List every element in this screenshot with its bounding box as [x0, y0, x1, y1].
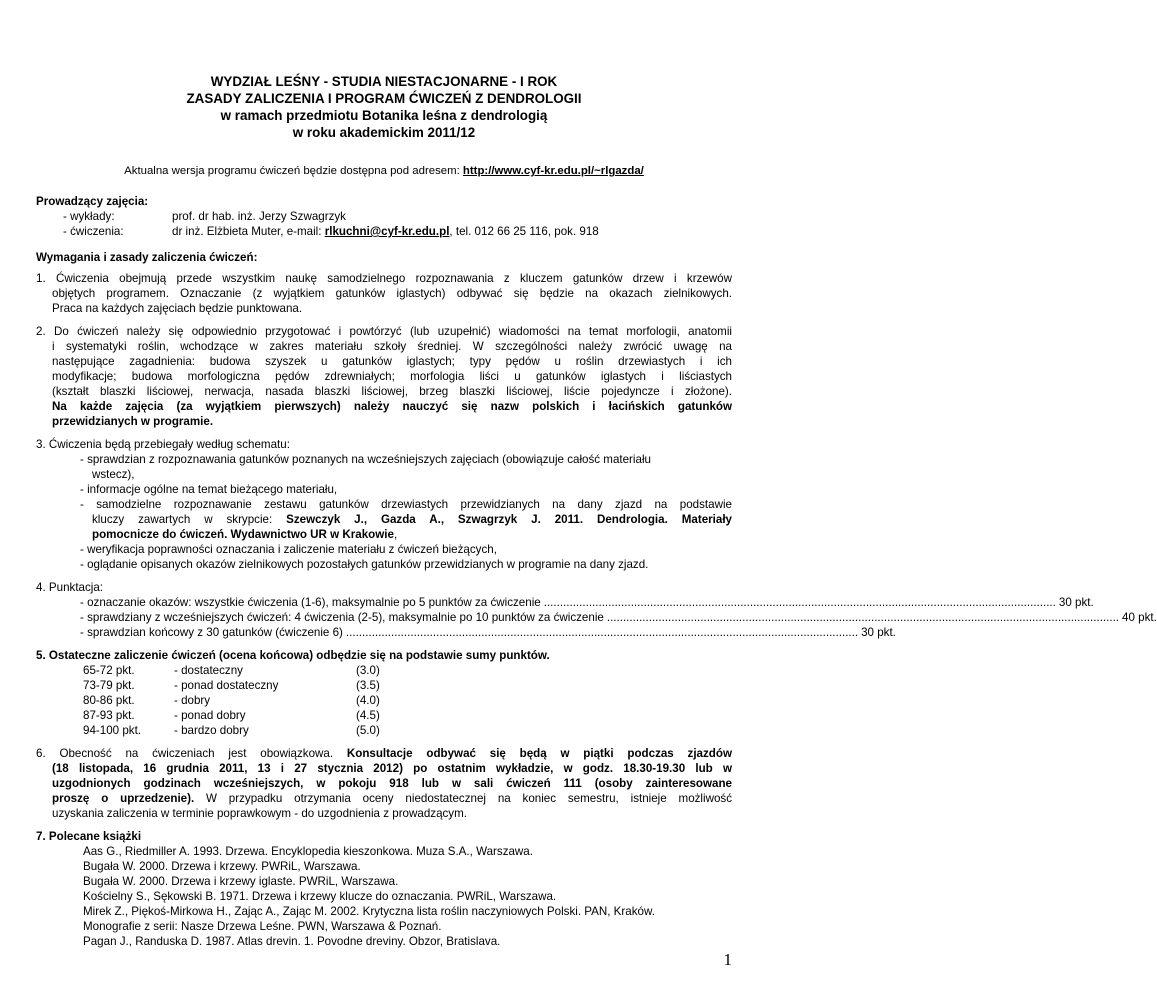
title-line-1: WYDZIAŁ LEŚNY - STUDIA NIESTACJONARNE - I ROK [210, 74, 558, 89]
attendance-text: 6. Obecność na ćwiczeniach jest obowiązkowa. [36, 747, 347, 760]
points-row-3 [80, 625, 896, 640]
points-row-1-pts: 30 pkt. [1058, 596, 1094, 609]
book-item: Pagan J., Randuska D. 1987. Atlas drevin. 1. Povodne dreviny. Obzor, Bratislava. [83, 935, 501, 948]
req6-line-3: uzgodnionych godzinach wcześniejszych, w pokoju 918 lub w sali ćwiczeń 111 (osoby zainteresowane [52, 777, 732, 790]
consultations-text: Konsultacje odbywać się będą w piątki podczas zjazdów [346, 747, 732, 760]
page-number: 1 [723, 950, 732, 969]
grading-heading: 5. Ostateczne zaliczenie ćwiczeń (ocena końcowa) odbędzie się na podstawie sumy punktów. [36, 649, 550, 662]
grade-label: - dobry [174, 694, 211, 707]
lectures-value: prof. dr hab. inż. Jerzy Szwagrzyk [172, 210, 346, 223]
grade-label: - ponad dobry [174, 709, 246, 722]
req6-line-4 [52, 791, 732, 806]
req2-line-2: i systematyki roślin, wchodzące w zakres materiału szkoły średniej. W szczególności należy zwrócić uwagę na [52, 340, 732, 353]
book-item: Aas G., Riedmiller A. 1993. Drzewa. Encyklopedia kieszonkowa. Muza S.A., Warszawa. [83, 845, 533, 858]
requirements-heading: Wymagania i zasady zaliczenia ćwiczeń: [36, 251, 258, 264]
book-item: Bugała W. 2000. Drzewa i krzewy. PWRiL, Warszawa. [83, 860, 361, 873]
email-link[interactable]: rlkuchni@cyf-kr.edu.pl [324, 225, 450, 238]
script-intro: kluczy zawartych w skrypcie: [92, 513, 287, 526]
retake-text: W przypadku otrzymania oceny niedostatecznej na koniec semestru, istnieje możliwość [194, 792, 732, 805]
book-item: Monografie z serii: Nasze Drzewa Leśne. PWN, Warszawa & Poznań. [83, 920, 442, 933]
grade-label: - dostateczny [174, 664, 243, 677]
req3-line-2: - sprawdzian z rozpoznawania gatunków poznanych na wcześniejszych zajęciach (obowiązuje całość materiału [80, 453, 651, 466]
points-row-2 [80, 610, 1157, 625]
points-row-3-pts: 30 pkt. [861, 626, 896, 639]
req3-line-7 [92, 527, 732, 542]
grade-label: - ponad dostateczny [174, 679, 279, 692]
grade-label: - bardzo dobry [174, 724, 249, 737]
title-line-3: w ramach przedmiotu Botanika leśna z dendrologią [220, 108, 548, 123]
req2-line-6: Na każde zajęcia (za wyjątkiem pierwszych) należy nauczyć się nazw polskich i łacińskich gatunków [52, 400, 732, 413]
grade-value: (4.5) [356, 709, 380, 722]
exercises-contact: , tel. 012 66 25 116, pok. 918 [449, 225, 599, 238]
req1-line-1: 1. Ćwiczenia obejmują przede wszystkim naukę samodzielnego rozpoznawania z kluczem gatunków drzew i krzewów [36, 272, 732, 285]
req2-line-1: 2. Do ćwiczeń należy się odpowiednio przygotować i powtórzyć (lub uzupełnić) wiadomości na temat morfologii, anatomii [36, 325, 732, 338]
req4-heading: 4. Punktacja: [36, 581, 104, 594]
title-line-2: ZASADY ZALICZENIA I PROGRAM ĆWICZEŃ Z DENDROLOGII [186, 91, 582, 106]
staff-heading: Prowadzący zajęcia: [36, 195, 149, 208]
req3-line-9: - oglądanie opisanych okazów zielnikowych pozostałych gatunków przewidzianych w programie na dany zjazd. [80, 558, 649, 571]
points-row-2-pts: 40 pkt. [1122, 611, 1157, 624]
points-row-2-text: - sprawdziany z wcześniejszych ćwiczeń: 4 ćwiczenia (2-5), maksymalnie po 10 punktów za ćwiczenie [80, 611, 604, 624]
script-citation-comma: , [393, 528, 398, 541]
req2-line-7: przewidzianych w programie. [52, 415, 214, 428]
req2-line-5: (kształt blaszki liściowej, nerwacja, nasada blaszki liściowej, brzeg blaszki liściowej, liście pojedyncze i złożone). [52, 385, 732, 398]
req6-line-2: (18 listopada, 16 grudnia 2011, 13 i 27 stycznia 2012) po ostatnim wykładzie, w godz. 18.30-19.30 lub w [52, 762, 732, 775]
title-line-4: w roku akademickim 2011/12 [292, 125, 476, 140]
exercises-value: dr inż. Elżbieta Muter, e-mail: [172, 225, 325, 238]
req2-line-3: następujące zagadnienia: budowa szyszek u gatunków iglastych; typy pędów u roślin drzewiastych i ich [52, 355, 732, 368]
script-citation-cont: pomocnicze do ćwiczeń. Wydawnictwo UR w Krakowie [92, 528, 394, 541]
req3-line-4: - informacje ogólne na temat bieżącego materiału, [80, 483, 338, 496]
req1-line-2: objętych programem. Oznaczanie (z wyjątkiem gatunków iglastych) odbywać się będzie na okazach zielnikowych. [52, 287, 732, 300]
grade-value: (3.5) [356, 679, 380, 692]
grade-range: 87-93 pkt. [83, 709, 135, 722]
program-url-link[interactable]: http://www.cyf-kr.edu.pl/~rlgazda/ [462, 165, 644, 177]
book-item: Bugała W. 2000. Drzewa i krzewy iglaste. PWRiL, Warszawa. [83, 875, 399, 888]
grade-value: (5.0) [356, 724, 380, 737]
script-citation: Szewczyk J., Gazda A., Szwagrzyk J. 2011. Dendrologia. Materiały [286, 513, 732, 526]
points-row-1 [80, 595, 1094, 610]
grade-range: 65-72 pkt. [83, 664, 135, 677]
grade-value: (3.0) [356, 664, 380, 677]
req3-line-6 [92, 512, 732, 527]
intro-text: Aktualna wersja programu ćwiczeń będzie dostępna pod adresem: [124, 165, 463, 177]
grade-range: 80-86 pkt. [83, 694, 135, 707]
notice-text: proszę o uprzedzenie). [52, 792, 195, 805]
exercises-label: - ćwiczenia: [63, 225, 124, 238]
book-item: Kościelny S., Sękowski B. 1971. Drzewa i krzewy klucze do oznaczania. PWRiL, Warszawa. [83, 890, 557, 903]
leader-dots: ............................................................................................................................................................... [543, 596, 1056, 609]
lectures-label: - wykłady: [63, 210, 115, 223]
points-row-3-text: - sprawdzian końcowy z 30 gatunków (ćwiczenie 6) [80, 626, 343, 639]
req1-line-3: Praca na każdych zajęciach będzie punktowana. [52, 302, 303, 315]
req3-line-3: wstecz), [92, 468, 135, 481]
req3-line-1: 3. Ćwiczenia będą przebiegały według schematu: [36, 438, 290, 451]
points-row-1-text: - oznaczanie okazów: wszystkie ćwiczenia (1-6), maksymalnie po 5 punktów za ćwiczenie [80, 596, 541, 609]
intro-line [36, 164, 732, 179]
req2-line-4: modyfikacje; budowa morfologiczna pędów zdrewniałych; morfologia liści u gatunków iglastych i liściastych [52, 370, 732, 383]
grade-range: 73-79 pkt. [83, 679, 135, 692]
req3-line-5: - samodzielne rozpoznawanie zestawu gatunków drzewiastych przewidzianych na dany zjazd na podstawie [80, 498, 732, 511]
req6-line-1 [36, 746, 732, 761]
req6-line-5: uzyskania zaliczenia w terminie poprawkowym - do uzgodnienia z prowadzącym. [52, 807, 467, 820]
books-heading: 7. Polecane książki [36, 830, 142, 843]
grade-value: (4.0) [356, 694, 380, 707]
grade-range: 94-100 pkt. [83, 724, 142, 737]
leader-dots: ............................................................................................................................................................... [606, 611, 1120, 624]
req3-line-8: - weryfikacja poprawności oznaczania i zaliczenie materiału z ćwiczeń bieżących, [80, 543, 497, 556]
leader-dots: ............................................................................................................................................................... [345, 626, 859, 639]
book-item: Mirek Z., Piękoś-Mirkowa H., Zając A., Zając M. 2002. Krytyczna lista roślin naczyniowych Polski. PAN, Kraków. [83, 905, 655, 918]
